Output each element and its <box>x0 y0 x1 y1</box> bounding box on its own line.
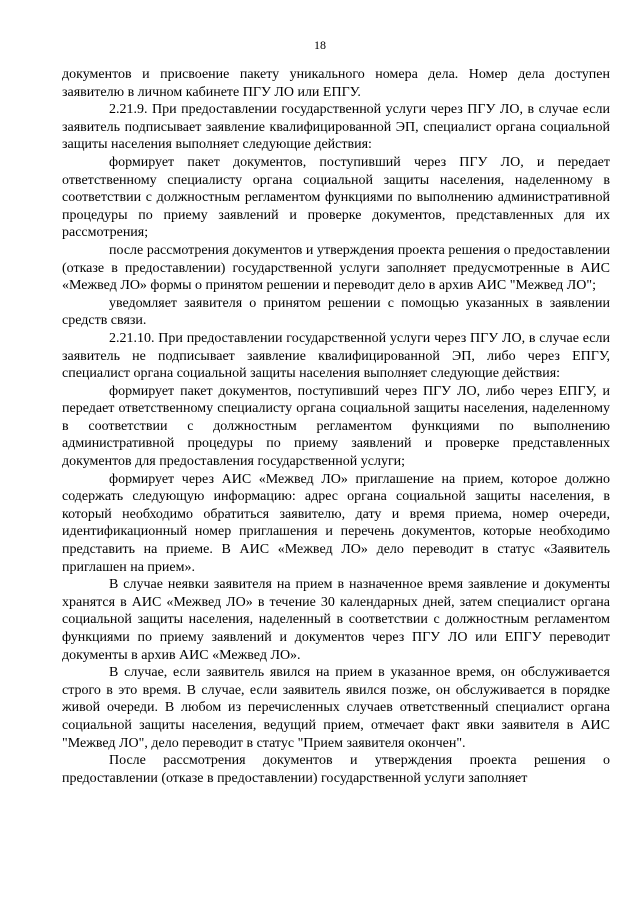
paragraph-11: После рассмотрения документов и утверждения проекта решения о предоставлении (отказе в предоставлении) государственной услуги заполняет <box>62 753 610 786</box>
paragraph-4: после рассмотрения документов и утверждения проекта решения о предоставлении (отказе в предоставлении) государственной услуги заполняет предусмотренные в АИС «Межвед ЛО» формы о принятом решении и переводит дело в архив АИС "Межвед ЛО"; <box>62 242 610 294</box>
paragraph-2: 2.21.9. При предоставлении государственной услуги через ПГУ ЛО, в случае если заявитель подписывает заявление квалифицированной ЭП, специалист органа социальной защиты населения выполняет следующие действия: <box>62 102 610 153</box>
document-body <box>62 66 610 787</box>
paragraph-6: 2.21.10. При предоставлении государственной услуги через ПГУ ЛО, в случае если заявитель не подписывает заявление квалифицированной ЭП, либо через ЕПГУ, специалист органа социальной защиты населения выполняет следующие действия: <box>62 330 610 382</box>
paragraph-7: формирует пакет документов, поступивший через ПГУ ЛО, либо через ЕПГУ, и передает ответственному специалисту органа социальной защиты населения, наделенному в соответствии с должностным регламентом функциями по выполнению административной процедуры по приему заявлений и проверке представленных документов для предоставления государственной услуги; <box>62 383 610 470</box>
paragraph-3: формирует пакет документов, поступивший через ПГУ ЛО, и передает ответственному специалисту органа социальной защиты населения, наделенному в соответствии с должностным регламентом функциями по выполнению административной процедуры по приему заявлений и проверке документов, представленных для их рассмотрения; <box>62 154 610 241</box>
paragraph-1: документов и присвоение пакету уникального номера дела. Номер дела доступен заявителю в личном кабинете ПГУ ЛО или ЕПГУ. <box>62 67 610 100</box>
paragraph-10: В случае, если заявитель явился на прием в указанное время, он обслуживается строго в это время. В случае, если заявитель явился позже, он обслуживается в порядке живой очереди. В любом из перечисленных случаев ответственный специалист органа социальной защиты населения, ведущий прием, отмечает факт явки заявителя в АИС "Межвед ЛО", дело переводит в статус "Прием заявителя окончен". <box>62 665 610 751</box>
paragraph-8: формирует через АИС «Межвед ЛО» приглашение на прием, которое должно содержать следующую информацию: адрес органа социальной защиты населения, в который необходимо обратиться заявителю, дату и время приема, номер очереди, идентификационный номер приглашения и перечень документов, которые необходимо представить на приеме. В АИС «Межвед ЛО» дело переводит в статус «Заявитель приглашен на прием». <box>62 471 610 575</box>
page-number: 18 <box>314 38 326 52</box>
paragraph-5: уведомляет заявителя о принятом решении с помощью указанных в заявлении средств связи. <box>62 295 610 329</box>
paragraph-9: В случае неявки заявителя на прием в назначенное время заявление и документы хранятся в АИС «Межвед ЛО» в течение 30 календарных дней, затем специалист органа социальной защиты населения, наделенный в соответствии с должностным регламентом функциями по приему заявлений и документов через ПГУ ЛО или ЕПГУ переводит документы в архив АИС «Межвед ЛО». <box>62 577 610 663</box>
